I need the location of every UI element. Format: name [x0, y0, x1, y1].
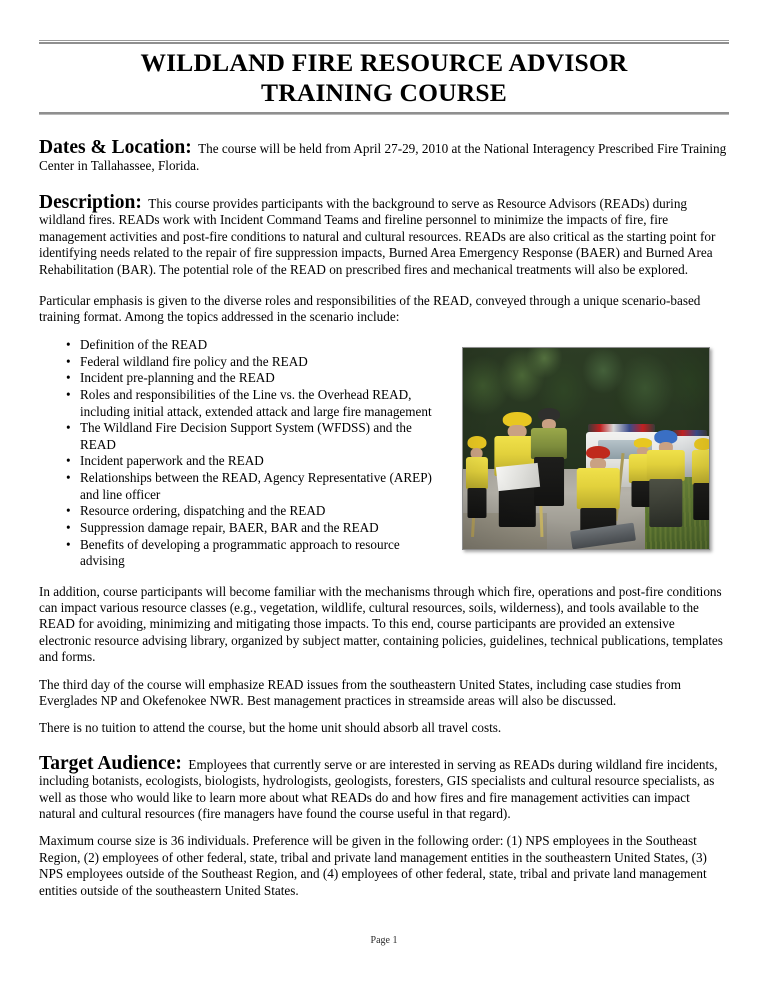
- list-item-label: Federal wildland fire policy and the READ: [80, 353, 308, 369]
- page-title: [39, 48, 729, 108]
- course-size-text: Maximum course size is 36 individuals. Preference will be given in the following order: (1) NPS employees in the Southeast Region, (2) employees of other federal, state, tribal and private land management entities in the southeastern United States, (3) NPS employees outside of the Southeast Region, and (4) employees of other federal, state, tribal and private land management entities outside of the southeastern United States.: [39, 833, 707, 898]
- section-target-audience: [39, 754, 729, 823]
- list-item-label: Incident paperwork and the READ: [80, 453, 264, 469]
- list-item: [39, 520, 444, 536]
- list-item-label: Resource ordering, dispatching and the READ: [80, 503, 326, 519]
- bullet-icon: •: [66, 520, 71, 536]
- topics-list: [39, 337, 444, 570]
- bullet-icon: •: [66, 353, 71, 369]
- bullet-icon: •: [66, 453, 71, 469]
- list-item: [39, 387, 444, 420]
- title-line-1: WILDLAND FIRE RESOURCE ADVISOR: [140, 48, 628, 77]
- section-mechanisms: [39, 584, 729, 666]
- list-item-label: Incident pre-planning and the READ: [80, 370, 275, 386]
- list-item: [39, 337, 444, 353]
- description-text: This course provides participants with the background to serve as Resource Advisors (READs) during wildland fires. READs work with Incident Command Teams and fireline personnel to minimize the impacts of fire, fire management activities and post-fire conditions to natural and cultural resources. READs are also critical as the starting point for identifying needs related to the repair of fire suppression impacts, Burned Area Emergency Response (BAER) and Burned Area Rehabilitation (BAR). The potential role of the READ on prescribed fires and mechanical treatments will also be explored.: [39, 195, 716, 277]
- target-audience-label: Target Audience:: [39, 752, 182, 774]
- list-item: [39, 453, 444, 469]
- header-rule-top: [39, 40, 729, 44]
- firefighters-photo: [462, 347, 710, 550]
- header-rule-bottom: [39, 112, 729, 115]
- section-course-size: [39, 833, 729, 899]
- section-third-day: [39, 677, 729, 710]
- photo-vignette: [463, 348, 709, 549]
- target-audience-text: Employees that currently serve or are interested in serving as READs during wildland fire incidents, including botanists, ecologists, biologists, hydrologists, geologists, foresters, GIS specialists and cultural resource specialists, as well as those who would like to learn more about what READs do and how fires and fire management activities can impact natural and cultural resources (fire managers have found the course useful in that regard).: [39, 756, 718, 822]
- bullet-icon: •: [66, 420, 71, 436]
- list-item: [39, 470, 444, 503]
- dates-location-label: Dates & Location:: [39, 137, 192, 158]
- bullet-icon: •: [66, 536, 71, 552]
- section-description: [39, 193, 729, 278]
- section-tuition: [39, 720, 729, 736]
- list-item: [39, 420, 444, 453]
- list-item: [39, 354, 444, 370]
- list-item: [39, 537, 444, 570]
- tuition-text: There is no tuition to attend the course, but the home unit should absorb all travel costs.: [39, 720, 502, 736]
- third-day-text: The third day of the course will emphasize READ issues from the southeastern United States, including case studies from Everglades NP and Okefenokee NWR. Best management practices in streamside areas will also be discussed.: [39, 676, 682, 708]
- list-item: [39, 370, 444, 386]
- bullet-icon: •: [66, 470, 71, 486]
- bullet-icon: •: [66, 370, 71, 386]
- list-item-label: The Wildland Fire Decision Support System (WFDSS) and the READ: [80, 420, 412, 452]
- mechanisms-text: In addition, course participants will become familiar with the mechanisms through which fire, operations and post-fire conditions can impact various resource classes (e.g., vegetation, wildlife, cultural resources, soils, wilderness), and tools available to the READ for avoiding, minimizing and mitigating those impacts. To this end, course participants are provided an extensive electronic resource advising library, organized by subject matter, containing policies, guidelines, technical publications, templates and forms.: [39, 583, 723, 665]
- list-item-label: Benefits of developing a programmatic approach to resource advising: [80, 536, 400, 569]
- list-item-label: Relationships between the READ, Agency Representative (AREP) and line officer: [80, 470, 432, 502]
- title-line-2: TRAINING COURSE: [261, 78, 507, 107]
- list-item-label: Definition of the READ: [80, 336, 208, 352]
- bullet-icon: •: [66, 336, 71, 352]
- emphasis-text: Particular emphasis is given to the diverse roles and responsibilities of the READ, conveyed through a unique scenario-based training format. Among the topics addressed in the scenario include:: [39, 293, 701, 325]
- list-item: [39, 503, 444, 519]
- bullet-icon: •: [66, 503, 71, 519]
- list-item-label: Roles and responsibilities of the Line vs. the Overhead READ, including initial attack, extended attack and large fire management: [80, 387, 432, 419]
- description-label: Description:: [39, 191, 142, 213]
- section-dates-location: [39, 138, 729, 174]
- list-item-label: Suppression damage repair, BAER, BAR and the READ: [80, 520, 379, 536]
- page-footer: Page 1: [370, 935, 398, 946]
- dates-location-text: The course will be held from April 27-29, 2010 at the National Interagency Prescribed Fire Training Center in Tallahassee, Florida.: [39, 141, 727, 173]
- section-emphasis: [39, 293, 729, 326]
- bullet-icon: •: [66, 387, 71, 403]
